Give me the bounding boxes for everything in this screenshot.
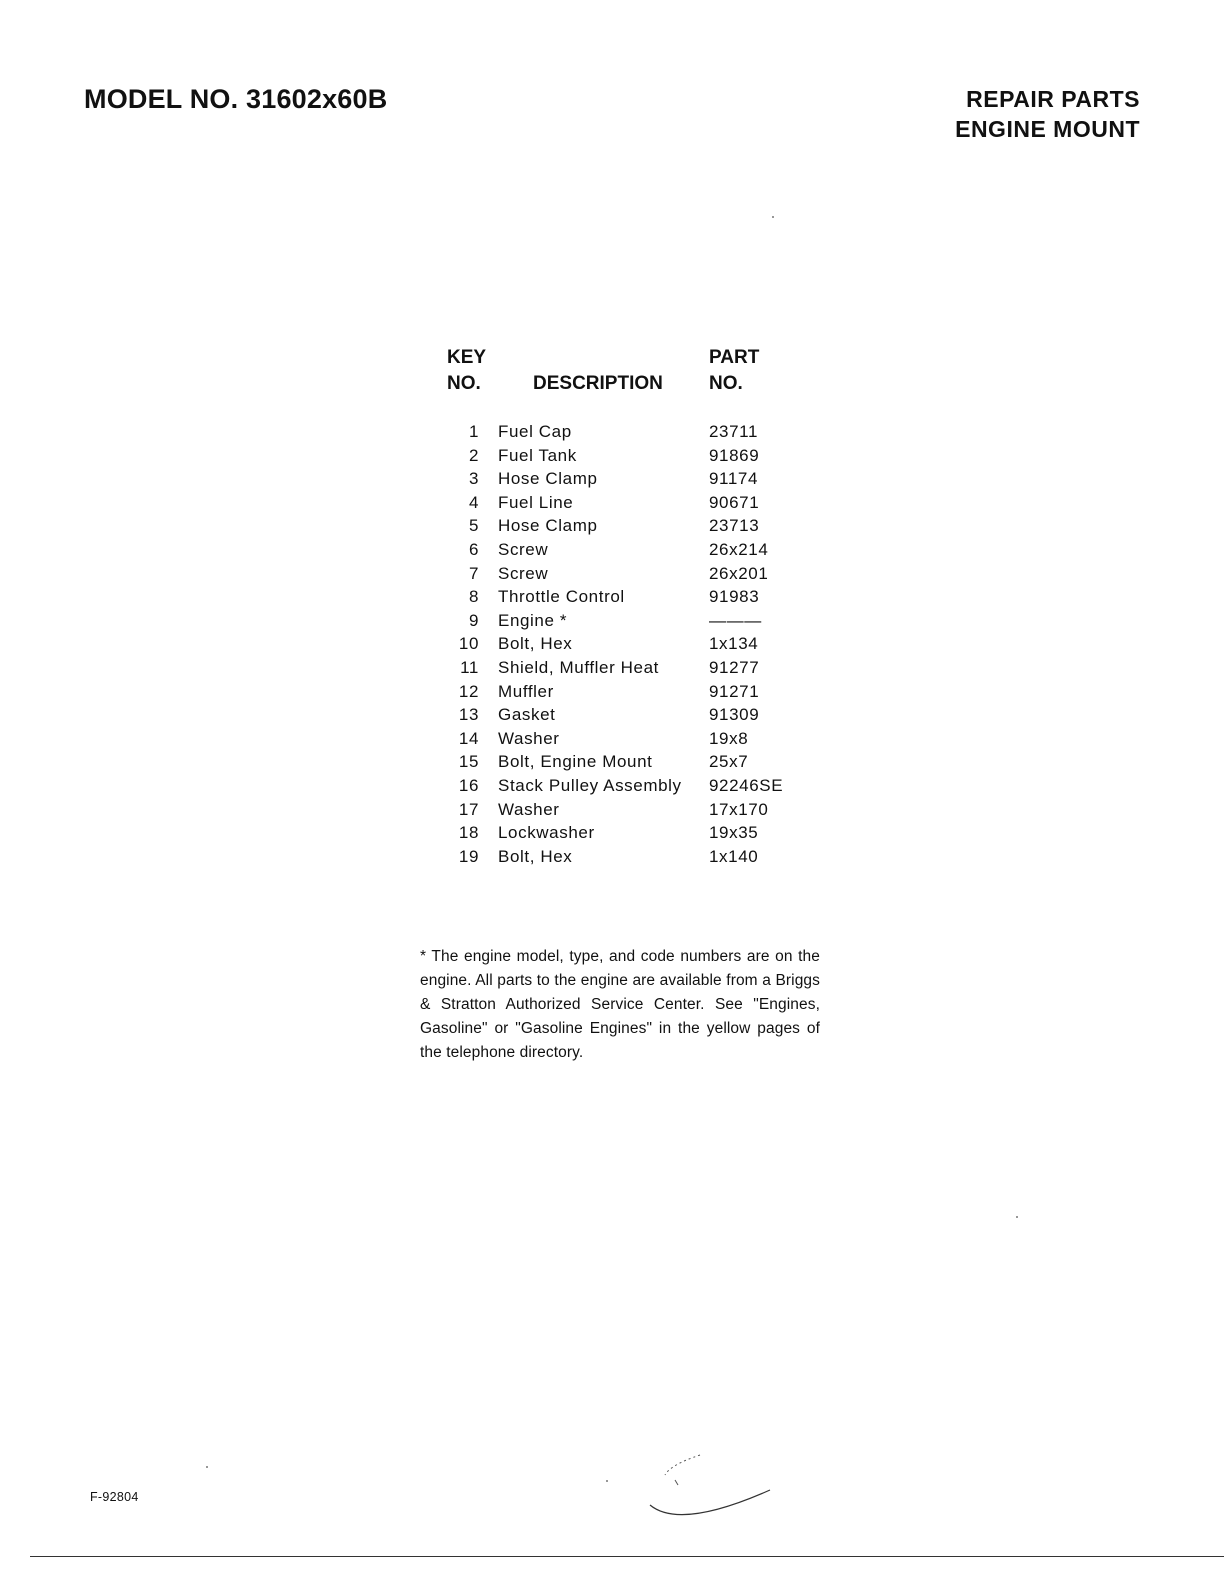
scan-speck bbox=[606, 1480, 608, 1482]
key-number: 6 bbox=[468, 539, 479, 559]
part-description: Hose Clamp bbox=[498, 469, 598, 489]
part-number: 91983 bbox=[709, 587, 760, 607]
part-description: Washer bbox=[498, 728, 560, 748]
table-row bbox=[447, 705, 807, 729]
part-number: 1x134 bbox=[709, 634, 759, 654]
section-title-line1: REPAIR PARTS bbox=[966, 86, 1140, 112]
key-number: 17 bbox=[458, 799, 479, 819]
key-number: 4 bbox=[468, 492, 479, 512]
key-number: 14 bbox=[458, 728, 479, 748]
scan-speck bbox=[206, 1466, 208, 1468]
header-key-line1: KEY bbox=[447, 347, 487, 368]
part-number: 91277 bbox=[709, 657, 760, 677]
part-description: Bolt, Hex bbox=[498, 634, 573, 654]
part-number: 26x214 bbox=[709, 539, 769, 559]
key-number: 5 bbox=[468, 516, 479, 536]
key-number: 3 bbox=[468, 469, 479, 489]
key-number: 16 bbox=[458, 775, 479, 795]
table-row bbox=[447, 493, 807, 517]
table-row bbox=[447, 446, 807, 470]
part-number: 91271 bbox=[709, 681, 760, 701]
key-number: 1 bbox=[468, 422, 479, 441]
part-description: Screw bbox=[498, 563, 549, 583]
part-description: Bolt, Engine Mount bbox=[498, 752, 653, 772]
bottom-rule bbox=[30, 1556, 1224, 1557]
table-row bbox=[447, 611, 807, 635]
part-number: 19x35 bbox=[709, 823, 759, 843]
part-number: 23713 bbox=[709, 516, 760, 536]
form-number: F-92804 bbox=[90, 1490, 139, 1504]
key-number: 10 bbox=[458, 634, 479, 654]
key-number: 11 bbox=[460, 657, 479, 677]
key-number: 9 bbox=[468, 610, 479, 630]
part-number: 23711 bbox=[709, 422, 759, 441]
header-part-line1: PART bbox=[709, 347, 760, 368]
table-row bbox=[447, 658, 807, 682]
part-number: 25x7 bbox=[709, 752, 749, 772]
part-description: Throttle Control bbox=[498, 587, 625, 607]
section-title-line2: ENGINE MOUNT bbox=[955, 116, 1140, 142]
table-row bbox=[447, 634, 807, 658]
part-number: ——— bbox=[709, 610, 762, 630]
key-number: 2 bbox=[468, 445, 479, 465]
scan-mark-graphic bbox=[630, 1440, 790, 1540]
key-number: 18 bbox=[458, 823, 479, 843]
part-number: 90671 bbox=[709, 492, 760, 512]
model-title: MODEL NO. 31602x60B bbox=[84, 84, 388, 114]
key-number: 7 bbox=[468, 563, 479, 583]
table-row bbox=[447, 422, 807, 446]
section-title bbox=[955, 84, 1140, 144]
key-number: 8 bbox=[468, 587, 479, 607]
part-number: 19x8 bbox=[709, 728, 749, 748]
part-number: 91309 bbox=[709, 705, 760, 725]
key-number: 13 bbox=[458, 705, 479, 725]
table-row bbox=[447, 823, 807, 847]
header-key-line2: NO. bbox=[447, 373, 481, 394]
table-row bbox=[447, 847, 807, 871]
table-row bbox=[447, 776, 807, 800]
header-description: DESCRIPTION bbox=[533, 373, 663, 394]
part-description: Gasket bbox=[498, 705, 556, 725]
parts-table bbox=[447, 347, 807, 870]
part-description: Lockwasher bbox=[498, 823, 595, 843]
key-number: 12 bbox=[458, 681, 479, 701]
part-number: 92246SE bbox=[709, 775, 784, 795]
part-description: Stack Pulley Assembly bbox=[498, 775, 682, 795]
parts-table-header bbox=[447, 347, 807, 417]
header-part-line2: NO. bbox=[709, 373, 743, 394]
part-description: Fuel Tank bbox=[498, 445, 577, 465]
table-row bbox=[447, 516, 807, 540]
key-number: 15 bbox=[458, 752, 479, 772]
key-number: 19 bbox=[458, 846, 479, 866]
part-description: Hose Clamp bbox=[498, 516, 598, 536]
part-description: Washer bbox=[498, 799, 560, 819]
part-number: 26x201 bbox=[709, 563, 769, 583]
table-row bbox=[447, 469, 807, 493]
part-description: Bolt, Hex bbox=[498, 846, 573, 866]
table-row bbox=[447, 729, 807, 753]
part-description: Fuel Cap bbox=[498, 422, 572, 441]
parts-table-rows bbox=[447, 422, 807, 870]
table-row bbox=[447, 540, 807, 564]
part-number: 17x170 bbox=[709, 799, 769, 819]
table-row bbox=[447, 682, 807, 706]
part-description: Fuel Line bbox=[498, 492, 574, 512]
part-number: 91174 bbox=[709, 469, 759, 489]
table-row bbox=[447, 564, 807, 588]
scan-speck bbox=[1016, 1216, 1018, 1218]
table-row bbox=[447, 587, 807, 611]
part-description: Screw bbox=[498, 539, 549, 559]
part-description: Muffler bbox=[498, 681, 554, 701]
scan-speck bbox=[772, 216, 774, 218]
engine-footnote: * The engine model, type, and code numbers are on the engine. All parts to the engine are available from a Briggs & Stratton Authorized Service Center. See "Engines, Gasoline" or "Gasoline Engines" in the yellow pages of the telephone directory. bbox=[420, 948, 820, 1061]
part-number: 1x140 bbox=[709, 846, 759, 866]
table-row bbox=[447, 800, 807, 824]
part-description: Shield, Muffler Heat bbox=[498, 657, 659, 677]
table-row bbox=[447, 752, 807, 776]
part-description: Engine * bbox=[498, 610, 568, 630]
part-number: 91869 bbox=[709, 445, 760, 465]
